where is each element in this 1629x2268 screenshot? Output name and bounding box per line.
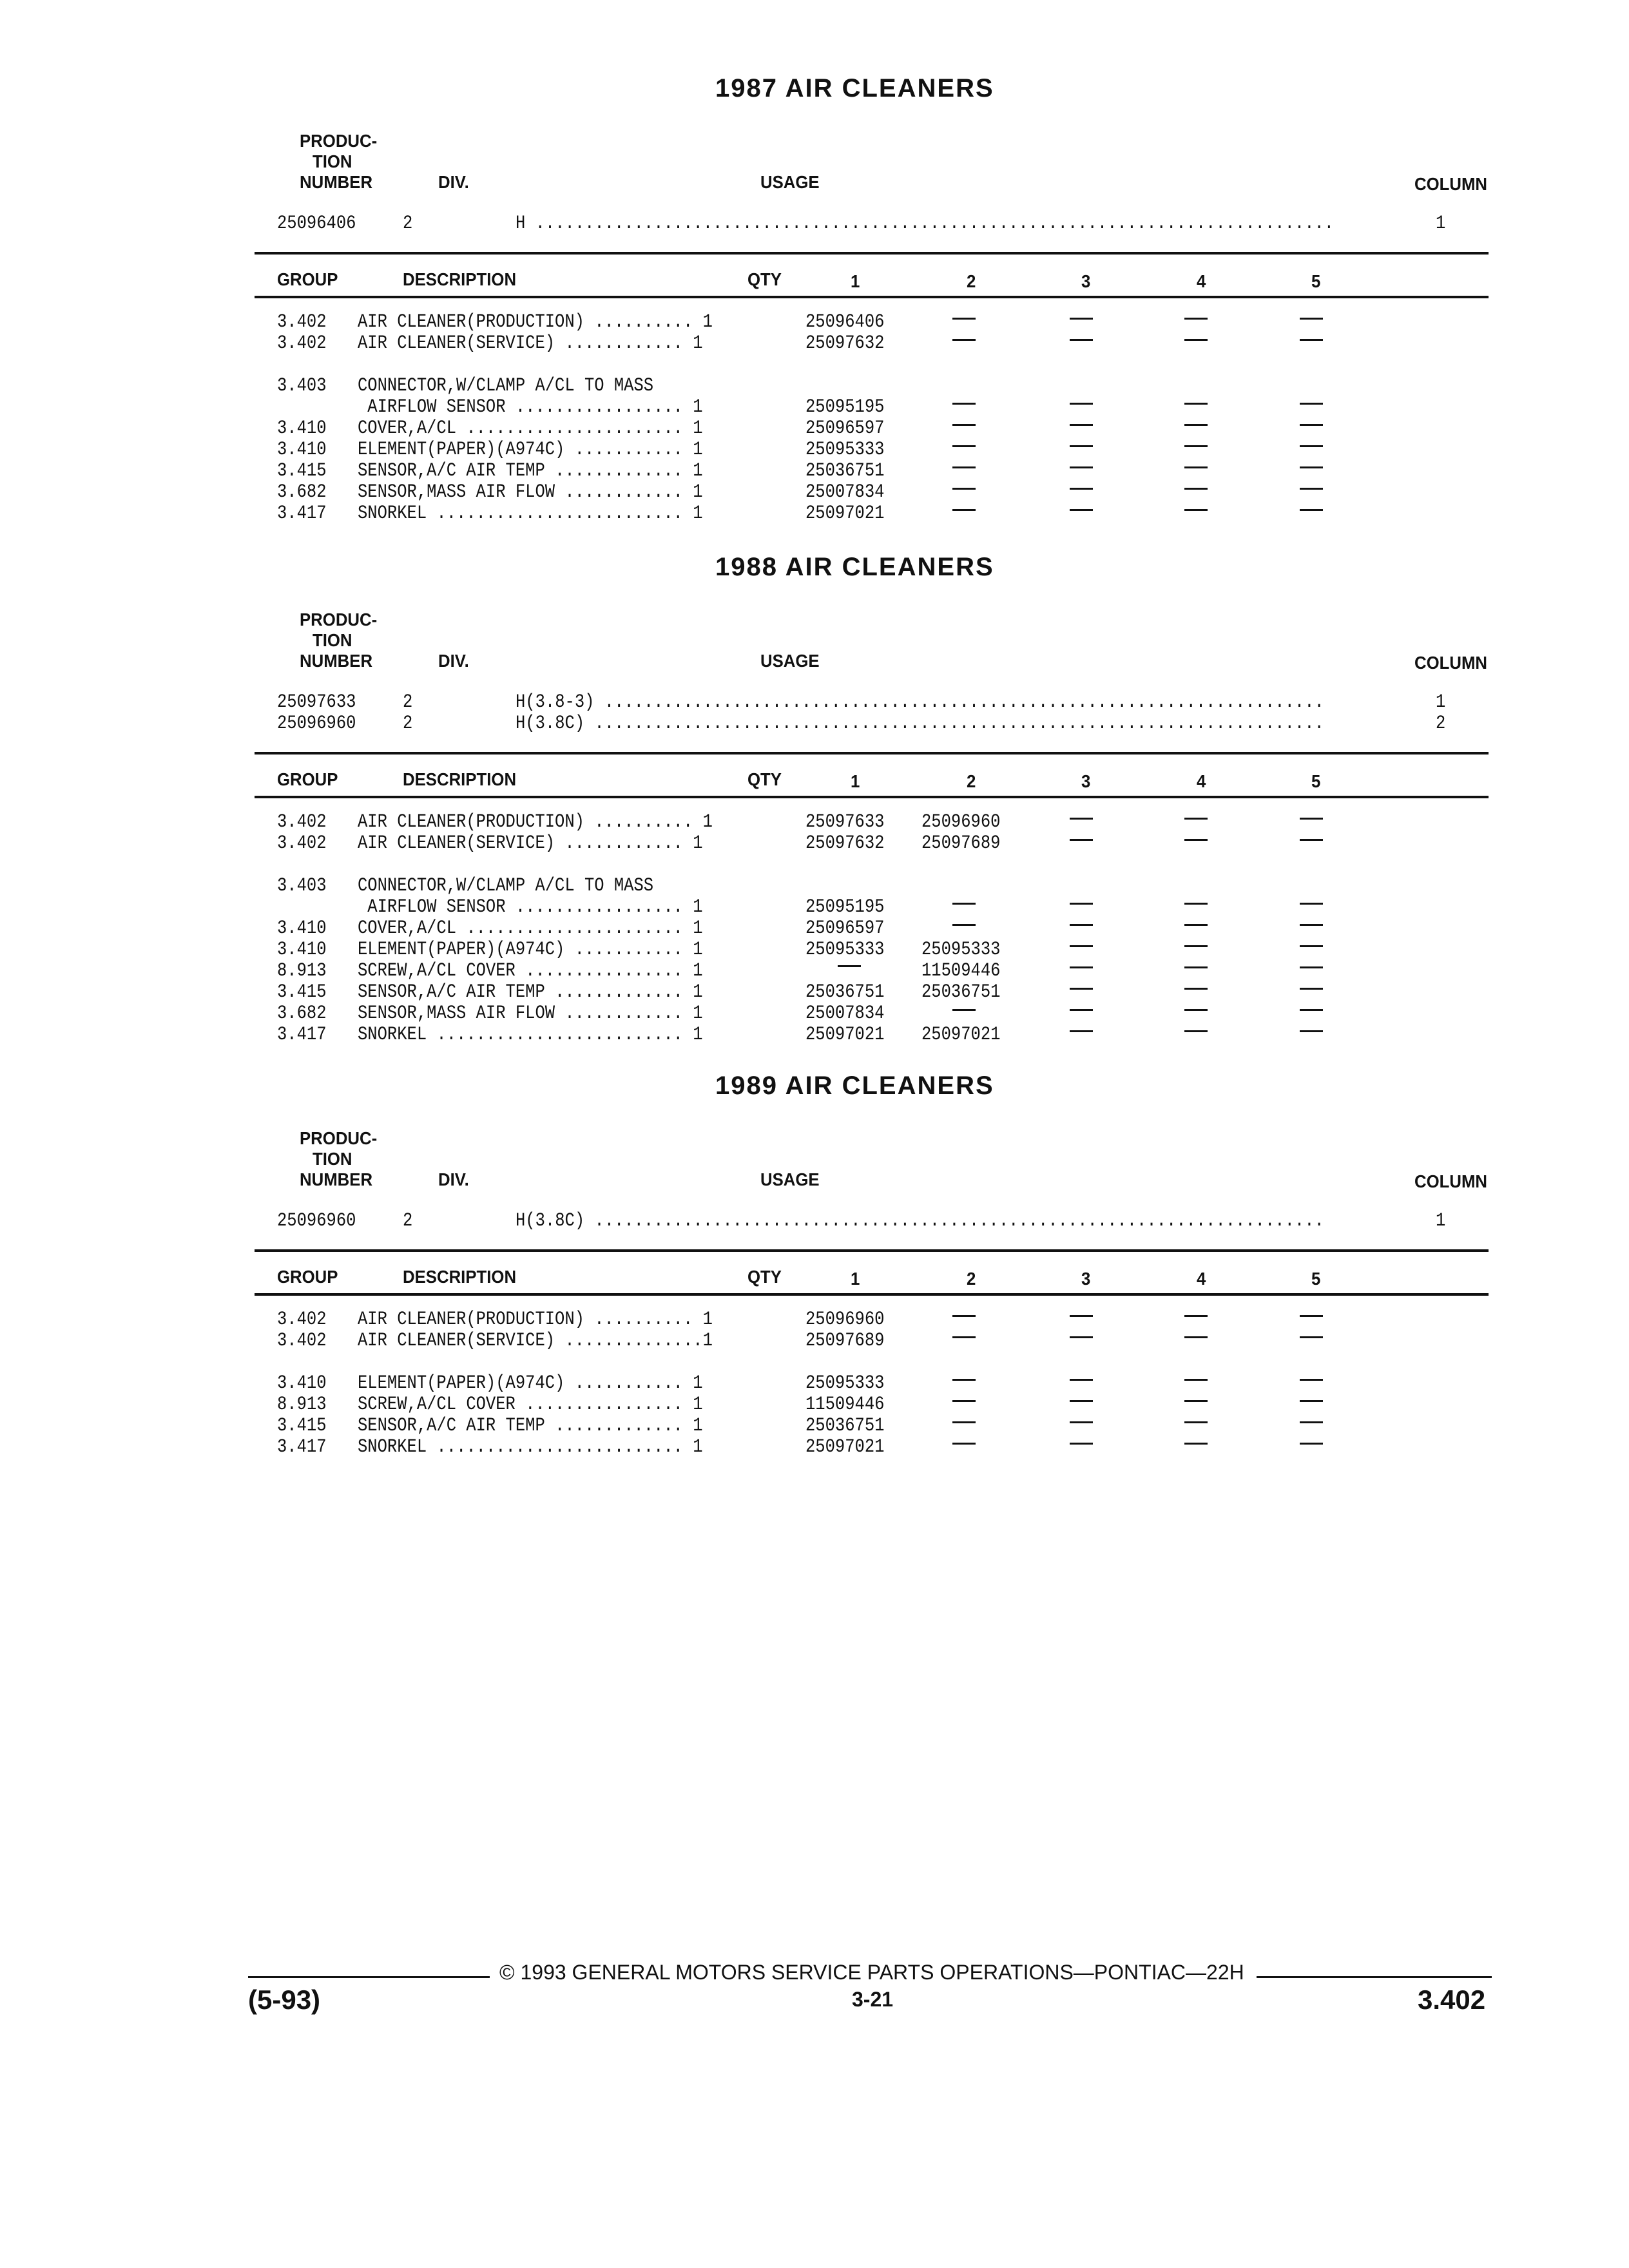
not-applicable-dash: [952, 1336, 976, 1338]
not-applicable-dash: [1300, 818, 1323, 820]
not-applicable-dash: [1070, 966, 1093, 968]
not-applicable-dash: [1300, 403, 1323, 405]
not-applicable-dash: [952, 1400, 976, 1402]
not-applicable-dash: [1184, 445, 1208, 447]
col-header-2: 2: [967, 771, 976, 791]
not-applicable-dash: [1300, 1315, 1323, 1317]
part-description: SCREW,A/CL COVER ................ 1: [358, 960, 703, 982]
part-col1-number: 25097689: [805, 1330, 885, 1352]
part-group: 3.417: [277, 1436, 327, 1458]
usage-text: H(3.8C) ..........................................................................: [516, 1210, 1324, 1232]
footer-rule-left: [248, 1976, 490, 1978]
footer-rule-right: [1257, 1976, 1492, 1978]
header-usage: USAGE: [760, 172, 820, 192]
col-header-group: GROUP: [277, 769, 338, 789]
part-col1-number: 25096960: [805, 1309, 885, 1331]
not-applicable-dash: [1070, 488, 1093, 490]
table-header-rule: [255, 296, 1489, 298]
usage-div: 2: [403, 1210, 413, 1232]
table-top-rule: [255, 752, 1489, 754]
part-group: 3.415: [277, 1415, 327, 1437]
not-applicable-dash: [1070, 1030, 1093, 1032]
part-description: ELEMENT(PAPER)(A974C) ........... 1: [358, 1372, 703, 1394]
part-col1-number: 25097632: [805, 332, 885, 354]
part-group: 8.913: [277, 960, 327, 982]
part-col1-number: 25095333: [805, 939, 885, 961]
header-production-number-line1: PRODUC-: [300, 1128, 378, 1148]
not-applicable-dash: [952, 1009, 976, 1011]
part-group: 3.403: [277, 375, 327, 397]
table-header-rule: [255, 1293, 1489, 1296]
part-description: AIR CLEANER(SERVICE) ..............1: [358, 1330, 713, 1352]
footer-copyright: © 1993 GENERAL MOTORS SERVICE PARTS OPERATIONS—PONTIAC—22H: [499, 1961, 1244, 1984]
col-header-qty: QTY: [747, 769, 782, 789]
header-production-number-line2: TION: [313, 630, 352, 650]
usage-production-number: 25096406: [277, 213, 356, 235]
not-applicable-dash: [952, 339, 976, 341]
part-col2-number: 25095333: [921, 939, 1001, 961]
table-header-rule: [255, 796, 1489, 798]
part-col2-number: 25097021: [921, 1024, 1001, 1046]
not-applicable-dash: [1070, 945, 1093, 947]
col-header-3: 3: [1081, 1269, 1091, 1289]
table-top-rule: [255, 1249, 1489, 1252]
part-description: AIR CLEANER(PRODUCTION) .......... 1: [358, 311, 713, 333]
part-col2-number: 11509446: [921, 960, 1001, 982]
header-production-number-line2: TION: [313, 151, 352, 171]
section-title: 1987 AIR CLEANERS: [715, 74, 994, 102]
col-header-1: 1: [851, 771, 860, 791]
not-applicable-dash: [1070, 339, 1093, 341]
part-col1-number: 25095333: [805, 439, 885, 461]
header-column: COLUMN: [1414, 653, 1488, 673]
not-applicable-dash: [952, 924, 976, 926]
not-applicable-dash: [1300, 966, 1323, 968]
part-description: CONNECTOR,W/CLAMP A/CL TO MASS: [358, 875, 654, 897]
not-applicable-dash: [952, 903, 976, 905]
part-col2-number: 25096960: [921, 811, 1001, 833]
part-col1-number: 25095195: [805, 896, 885, 918]
col-header-3: 3: [1081, 771, 1091, 791]
part-col1-number: 25096406: [805, 311, 885, 333]
not-applicable-dash: [1070, 1443, 1093, 1445]
col-header-4: 4: [1197, 271, 1206, 291]
usage-div: 2: [403, 213, 413, 235]
not-applicable-dash: [1300, 445, 1323, 447]
not-applicable-dash: [1184, 988, 1208, 990]
col-header-qty: QTY: [747, 269, 782, 289]
not-applicable-dash: [1184, 1400, 1208, 1402]
not-applicable-dash: [1184, 1009, 1208, 1011]
part-description: AIR CLEANER(PRODUCTION) .......... 1: [358, 1309, 713, 1331]
part-group: 3.402: [277, 1330, 327, 1352]
header-div: DIV.: [438, 172, 469, 192]
usage-column: 1: [1436, 1210, 1446, 1232]
part-description: SENSOR,A/C AIR TEMP ............. 1: [358, 981, 703, 1003]
col-header-5: 5: [1311, 771, 1321, 791]
footer-section-number: 3.402: [1418, 1984, 1486, 2015]
part-group: 8.913: [277, 1394, 327, 1416]
not-applicable-dash: [952, 466, 976, 468]
not-applicable-dash: [952, 1443, 976, 1445]
part-description: ELEMENT(PAPER)(A974C) ........... 1: [358, 439, 703, 461]
col-header-description: DESCRIPTION: [403, 769, 517, 789]
not-applicable-dash: [1184, 1421, 1208, 1423]
part-group: 3.402: [277, 811, 327, 833]
part-description: SNORKEL ......................... 1: [358, 1024, 703, 1046]
usage-column: 1: [1436, 691, 1446, 713]
not-applicable-dash: [1070, 1009, 1093, 1011]
not-applicable-dash: [1070, 424, 1093, 426]
col-header-2: 2: [967, 271, 976, 291]
part-description: SENSOR,MASS AIR FLOW ............ 1: [358, 481, 703, 503]
part-group: 3.415: [277, 981, 327, 1003]
part-col1-number: 11509446: [805, 1394, 885, 1416]
col-header-4: 4: [1197, 771, 1206, 791]
col-header-description: DESCRIPTION: [403, 269, 517, 289]
not-applicable-dash: [1300, 339, 1323, 341]
not-applicable-dash: [1070, 1315, 1093, 1317]
col-header-1: 1: [851, 1269, 860, 1289]
part-group: 3.403: [277, 875, 327, 897]
part-group: 3.410: [277, 939, 327, 961]
usage-text: H(3.8-3) .........................................................................: [516, 691, 1324, 713]
header-div: DIV.: [438, 651, 469, 671]
not-applicable-dash: [1184, 1443, 1208, 1445]
part-description: COVER,A/CL ...................... 1: [358, 418, 703, 439]
header-usage: USAGE: [760, 1169, 820, 1189]
not-applicable-dash: [1070, 403, 1093, 405]
part-col2-number: 25036751: [921, 981, 1001, 1003]
part-description: SNORKEL ......................... 1: [358, 503, 703, 524]
part-description: AIR CLEANER(PRODUCTION) .......... 1: [358, 811, 713, 833]
part-group: 3.417: [277, 503, 327, 524]
col-header-group: GROUP: [277, 269, 338, 289]
part-group: 3.415: [277, 460, 327, 482]
not-applicable-dash: [1184, 839, 1208, 841]
not-applicable-dash: [1184, 488, 1208, 490]
usage-text: H(3.8C) ..........................................................................: [516, 713, 1324, 735]
not-applicable-dash: [952, 403, 976, 405]
part-col1-number: 25097632: [805, 832, 885, 854]
part-description: SNORKEL ......................... 1: [358, 1436, 703, 1458]
not-applicable-dash: [1300, 424, 1323, 426]
col-header-description: DESCRIPTION: [403, 1267, 517, 1287]
col-header-4: 4: [1197, 1269, 1206, 1289]
usage-text: H .................................................................................: [516, 213, 1335, 235]
not-applicable-dash: [1300, 1400, 1323, 1402]
part-col1-number: 25036751: [805, 981, 885, 1003]
not-applicable-dash: [1184, 1336, 1208, 1338]
header-production-number-line1: PRODUC-: [300, 610, 378, 629]
not-applicable-dash: [1300, 1421, 1323, 1423]
part-description: COVER,A/CL ...................... 1: [358, 918, 703, 939]
part-group: 3.417: [277, 1024, 327, 1046]
not-applicable-dash: [1184, 318, 1208, 320]
part-col1-number: 25036751: [805, 460, 885, 482]
not-applicable-dash: [952, 1421, 976, 1423]
part-group: 3.682: [277, 1003, 327, 1024]
not-applicable-dash: [1300, 488, 1323, 490]
part-col1-number: 25097021: [805, 1024, 885, 1046]
col-header-3: 3: [1081, 271, 1091, 291]
header-usage: USAGE: [760, 651, 820, 671]
part-description: CONNECTOR,W/CLAMP A/CL TO MASS: [358, 375, 654, 397]
col-header-5: 5: [1311, 271, 1321, 291]
header-production-number-line3: NUMBER: [300, 1169, 373, 1189]
part-col2-number: 25097689: [921, 832, 1001, 854]
not-applicable-dash: [952, 424, 976, 426]
not-applicable-dash: [1300, 945, 1323, 947]
part-description: AIR CLEANER(SERVICE) ............ 1: [358, 832, 703, 854]
part-group: 3.402: [277, 311, 327, 333]
usage-div: 2: [403, 691, 413, 713]
part-col1-number: 25007834: [805, 1003, 885, 1024]
part-description: SCREW,A/CL COVER ................ 1: [358, 1394, 703, 1416]
not-applicable-dash: [1184, 903, 1208, 905]
not-applicable-dash: [1300, 839, 1323, 841]
not-applicable-dash: [1070, 509, 1093, 511]
part-col1-number: 25096597: [805, 918, 885, 939]
part-col1-number: 25097021: [805, 503, 885, 524]
not-applicable-dash: [1070, 988, 1093, 990]
not-applicable-dash: [1070, 839, 1093, 841]
header-div: DIV.: [438, 1169, 469, 1189]
not-applicable-dash: [1184, 424, 1208, 426]
not-applicable-dash: [1184, 818, 1208, 820]
part-description: SENSOR,A/C AIR TEMP ............. 1: [358, 460, 703, 482]
part-col1-number: 25036751: [805, 1415, 885, 1437]
usage-production-number: 25096960: [277, 713, 356, 735]
part-group: 3.402: [277, 832, 327, 854]
not-applicable-dash: [1184, 403, 1208, 405]
part-group: 3.410: [277, 439, 327, 461]
part-group: 3.682: [277, 481, 327, 503]
not-applicable-dash: [1184, 924, 1208, 926]
not-applicable-dash: [1070, 318, 1093, 320]
section-title: 1988 AIR CLEANERS: [715, 553, 994, 581]
section-title: 1989 AIR CLEANERS: [715, 1072, 994, 1100]
header-column: COLUMN: [1414, 1171, 1488, 1191]
not-applicable-dash: [1070, 924, 1093, 926]
not-applicable-dash: [1184, 339, 1208, 341]
part-group: 3.402: [277, 332, 327, 354]
header-production-number-line2: TION: [313, 1149, 352, 1169]
not-applicable-dash: [1300, 903, 1323, 905]
usage-column: 1: [1436, 213, 1446, 235]
part-description: AIR CLEANER(SERVICE) ............ 1: [358, 332, 703, 354]
part-group: 3.410: [277, 1372, 327, 1394]
not-applicable-dash: [1070, 1400, 1093, 1402]
not-applicable-dash: [1300, 1379, 1323, 1381]
part-col1-number: 25095333: [805, 1372, 885, 1394]
not-applicable-dash: [952, 488, 976, 490]
not-applicable-dash: [952, 445, 976, 447]
col-header-5: 5: [1311, 1269, 1321, 1289]
part-description: SENSOR,A/C AIR TEMP ............. 1: [358, 1415, 703, 1437]
not-applicable-dash: [1184, 509, 1208, 511]
not-applicable-dash: [1070, 466, 1093, 468]
usage-div: 2: [403, 713, 413, 735]
col-header-qty: QTY: [747, 1267, 782, 1287]
part-col1-number: 25097021: [805, 1436, 885, 1458]
not-applicable-dash: [1070, 445, 1093, 447]
usage-production-number: 25096960: [277, 1210, 356, 1232]
header-production-number-line1: PRODUC-: [300, 131, 378, 151]
col-header-1: 1: [851, 271, 860, 291]
usage-column: 2: [1436, 713, 1446, 735]
not-applicable-dash: [1300, 924, 1323, 926]
not-applicable-dash: [1300, 1009, 1323, 1011]
part-group: 3.410: [277, 918, 327, 939]
not-applicable-dash: [1184, 1315, 1208, 1317]
col-header-2: 2: [967, 1269, 976, 1289]
not-applicable-dash: [1300, 466, 1323, 468]
header-production-number-line3: NUMBER: [300, 172, 373, 192]
not-applicable-dash: [1184, 1030, 1208, 1032]
part-description: ELEMENT(PAPER)(A974C) ........... 1: [358, 939, 703, 961]
part-group: 3.402: [277, 1309, 327, 1331]
col-header-group: GROUP: [277, 1267, 338, 1287]
not-applicable-dash: [1184, 1379, 1208, 1381]
footer-page-number: 3-21: [852, 1988, 894, 2011]
part-description: AIRFLOW SENSOR ................. 1: [358, 896, 703, 918]
not-applicable-dash: [1070, 1336, 1093, 1338]
header-column: COLUMN: [1414, 174, 1488, 194]
not-applicable-dash: [1070, 903, 1093, 905]
header-production-number-line3: NUMBER: [300, 651, 373, 671]
not-applicable-dash: [1184, 966, 1208, 968]
not-applicable-dash: [1300, 1030, 1323, 1032]
part-description: SENSOR,MASS AIR FLOW ............ 1: [358, 1003, 703, 1024]
not-applicable-dash: [1300, 509, 1323, 511]
not-applicable-dash: [1300, 1336, 1323, 1338]
not-applicable-dash: [1300, 1443, 1323, 1445]
usage-production-number: 25097633: [277, 691, 356, 713]
part-description: AIRFLOW SENSOR ................. 1: [358, 396, 703, 418]
not-applicable-dash: [838, 965, 861, 967]
part-col1-number: 25096597: [805, 418, 885, 439]
not-applicable-dash: [1070, 1379, 1093, 1381]
not-applicable-dash: [1070, 1421, 1093, 1423]
not-applicable-dash: [952, 318, 976, 320]
part-col1-number: 25007834: [805, 481, 885, 503]
not-applicable-dash: [1300, 318, 1323, 320]
part-group: 3.410: [277, 418, 327, 439]
not-applicable-dash: [952, 1315, 976, 1317]
not-applicable-dash: [952, 1379, 976, 1381]
not-applicable-dash: [952, 509, 976, 511]
not-applicable-dash: [1300, 988, 1323, 990]
part-col1-number: 25095195: [805, 396, 885, 418]
not-applicable-dash: [1184, 945, 1208, 947]
part-col1-number: 25097633: [805, 811, 885, 833]
not-applicable-dash: [1184, 466, 1208, 468]
table-top-rule: [255, 252, 1489, 255]
not-applicable-dash: [1070, 818, 1093, 820]
footer-date-code: (5-93): [248, 1984, 321, 2015]
